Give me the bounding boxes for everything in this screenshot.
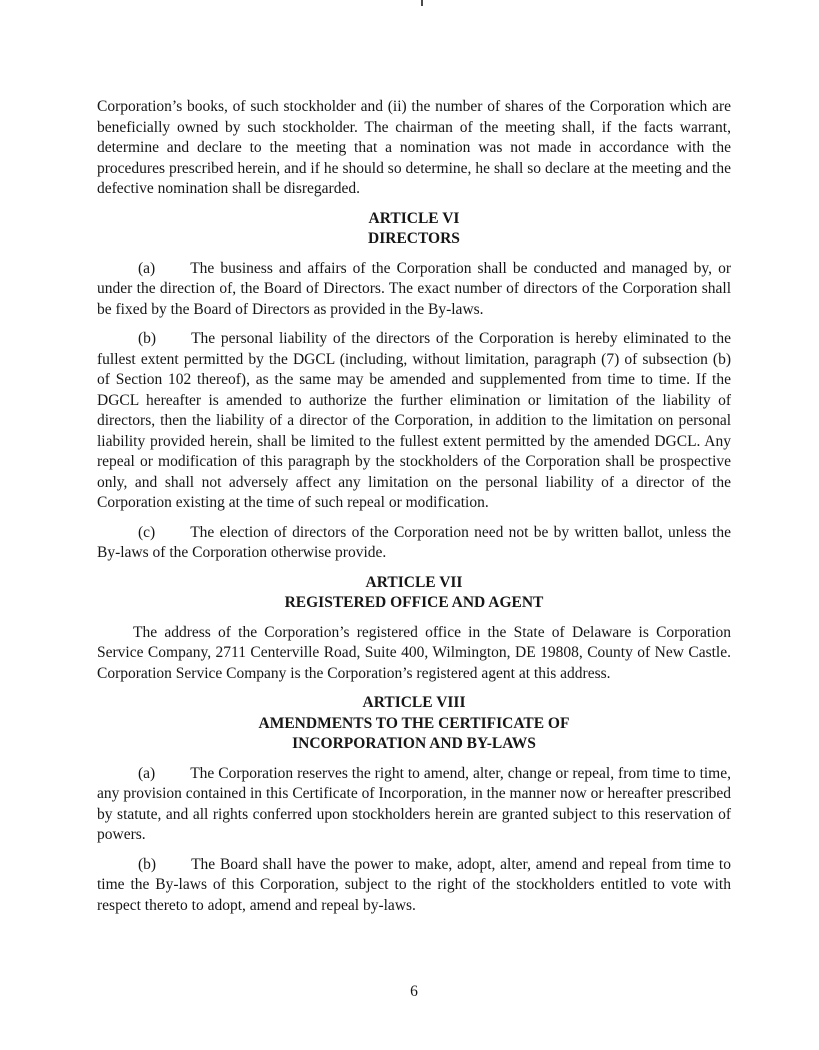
article-viii-paragraph-b: [97, 855, 731, 917]
scan-artifact: [421, 0, 423, 6]
article-viii-paragraph-b-text: The Board shall have the power to make, adopt, alter, amend and repeal from time to time the By-laws of this Corporation, subject to the right of the stockholders entitled to vote with respect thereto to adopt, amend and repeal by-laws.: [97, 855, 731, 914]
intro-continuation-paragraph: [97, 97, 731, 200]
article-vi-paragraph-a: [97, 259, 731, 321]
article-vi-paragraph-c-label: (c): [138, 523, 156, 541]
article-viii-title: ARTICLE VIII: [362, 694, 466, 711]
article-viii-subtitle-line1: AMENDMENTS TO THE CERTIFICATE OF: [258, 714, 570, 732]
article-vi-paragraph-a-label: (a): [138, 259, 156, 277]
article-viii-heading: [97, 693, 731, 755]
article-vi-paragraph-a-text: The business and affairs of the Corporation shall be conducted and managed by, or under the direction of, the Board of Directors. The exact number of directors of the Corporation shall be fixed by the Board of Directors as provided in the By-laws.: [97, 259, 731, 318]
article-vi-paragraph-c-text: The election of directors of the Corporation need not be by written ballot, unless the By-laws of the Corporation otherwise provide.: [97, 523, 731, 561]
article-viii-paragraph-a-label: (a): [138, 764, 156, 782]
article-vii-paragraph-text: The address of the Corporation’s registered office in the State of Delaware is Corporation Service Company, 2711 Centerville Road, Suite 400, Wilmington, DE 19808, County of New Castle. Corporation Service Company is the Corporation’s registered agent at this address.: [97, 623, 731, 682]
article-vii-heading: [97, 573, 731, 614]
article-vii-paragraph: [97, 623, 731, 685]
article-vi-paragraph-b-label: (b): [138, 330, 157, 347]
article-viii-paragraph-a-text: The Corporation reserves the right to amend, alter, change or repeal, from time to time, any provision contained in this Certificate of Incorporation, in the manner now or hereafter prescribed by statute, and all rights conferred upon stockholders herein are granted subject to this reservation of powers.: [97, 764, 731, 843]
article-viii-paragraph-b-label: (b): [138, 855, 157, 873]
article-vi-paragraph-c: [97, 523, 731, 564]
article-vi-subtitle: DIRECTORS: [368, 230, 460, 247]
article-vii-title: ARTICLE VII: [365, 573, 463, 591]
article-vi-title: ARTICLE VI: [368, 209, 460, 227]
page-number: 6: [410, 983, 418, 1000]
article-vii-subtitle: REGISTERED OFFICE AND AGENT: [284, 594, 544, 611]
intro-continuation-text: Corporation’s books, of such stockholder and (ii) the number of shares of the Corporation which are beneficially owned by such stockholder. The chairman of the meeting shall, if the facts warrant, determine and declare to the meeting that a nomination was not made in accordance with the procedures prescribed herein, and if he should so determine, he shall so declare at the meeting and the defective nomination shall be disregarded.: [97, 98, 731, 197]
article-vi-paragraph-b-text: The personal liability of the directors of the Corporation is hereby eliminated to the fullest extent permitted by the DGCL (including, without limitation, paragraph (7) of subsection (b) of Section 102 thereof), as the same may be amended and supplemented from time to time. If the DGCL hereafter is amended to authorize the further elimination or limitation of the liability of directors, then the liability of a director of the Corporation, in addition to the limitation on personal liability provided herein, shall be limited to the fullest extent permitted by the amended DGCL. Any repeal or modification of this paragraph by the stockholders of the Corporation shall be prospective only, and shall not adversely affect any limitation on the personal liability of a director of the Corporation existing at the time of such repeal or modification.: [97, 330, 731, 511]
article-viii-subtitle-line2: INCORPORATION AND BY-LAWS: [292, 735, 536, 752]
article-vi-heading: [97, 209, 731, 250]
article-viii-paragraph-a: [97, 764, 731, 846]
article-vi-paragraph-b: [97, 329, 731, 514]
